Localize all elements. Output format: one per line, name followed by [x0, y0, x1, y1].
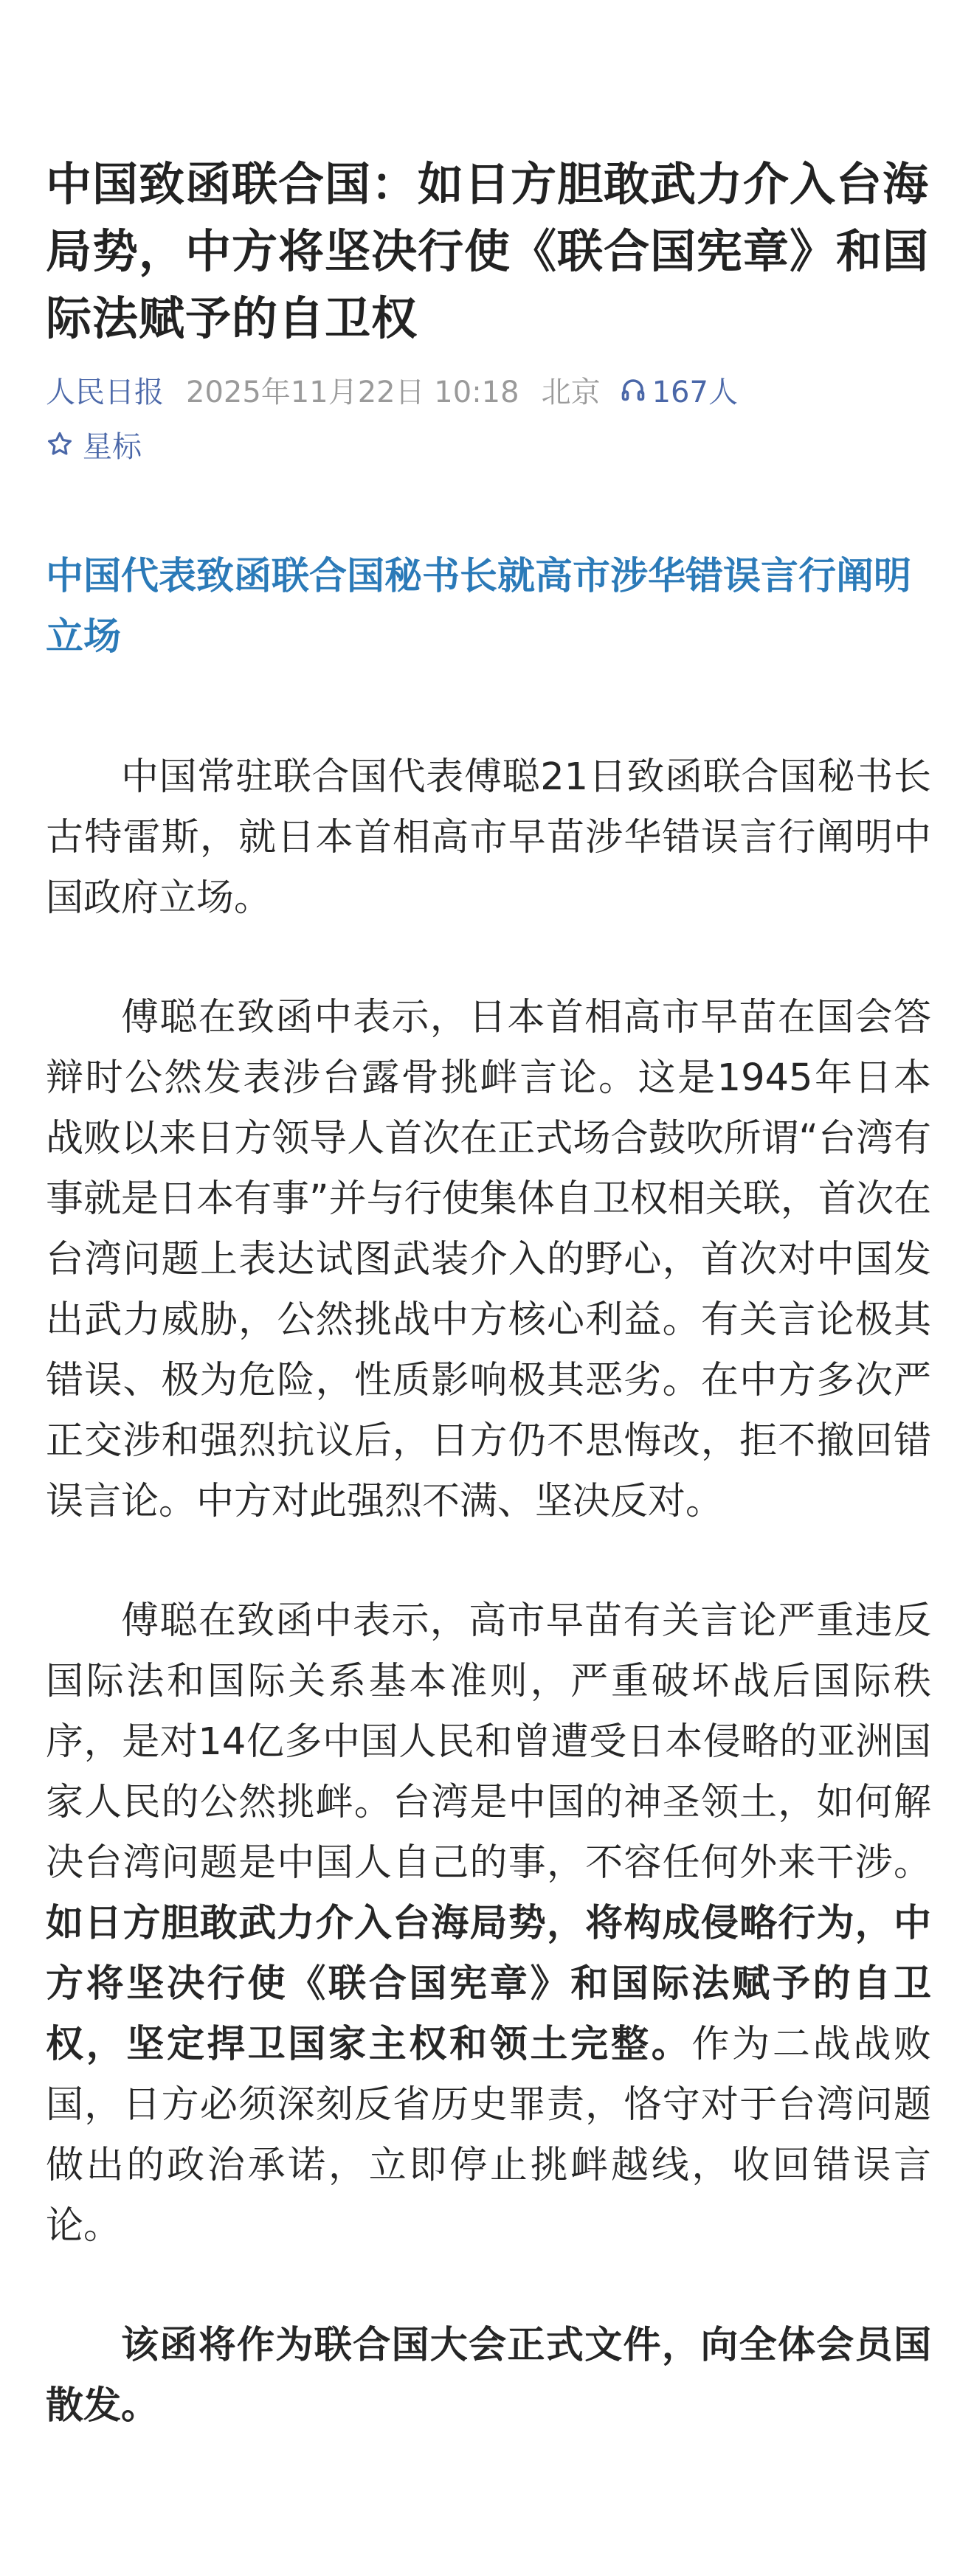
article: [46, 0, 931, 2437]
article-meta: [46, 364, 931, 415]
paragraph-1: 中国常驻联合国代表傅聪21日致函联合国秘书长古特雷斯，就日本首相高市早苗涉华错误言行阐明中国政府立场。: [46, 755, 931, 920]
paragraph-4-bold: 该函将作为联合国大会正式文件，向全体会员国散发。: [46, 2324, 931, 2428]
listen-button[interactable]: [620, 369, 738, 411]
publish-location: 北京: [541, 375, 601, 409]
source-account-link[interactable]: 人民日报: [46, 375, 164, 409]
paragraph-3: [46, 1591, 931, 2257]
paragraph-3-text-c: 作为二战战败国，日方必须深刻反省历史罪责，恪守对于台湾问题做出的政治承诺，立即停止挑衅越线，收回错误言论。: [46, 2023, 931, 2248]
paragraph-3-bold-statement: 如日方胆敢武力介入台海局势，将构成侵略行为，中方将坚决行使《联合国宪章》和国际法赋予的自卫权，坚定捍卫国家主权和领土完整。: [46, 1902, 931, 2066]
paragraph-3-text-a: 傅聪在致函中表示，高市早苗有关言论严重违反国际法和国际关系基本准则，严重破坏战后国际秩序，是对14亿多中国人民和曾遭受日本侵略的亚洲国家人民的公然挑衅。台湾是中国的神圣领土，如何解决台湾问题是中国人自己的事，不容任何外来干涉。: [46, 1599, 931, 1885]
star-outline-icon: [46, 430, 74, 458]
listen-count: 167人: [652, 375, 738, 409]
article-title: 中国致函联合国：如日方胆敢武力介入台海局势，中方将坚决行使《联合国宪章》和国际法赋予的自卫权: [46, 157, 930, 345]
star-label: 星标: [83, 429, 142, 464]
paragraph-2: 傅聪在致函中表示，日本首相高市早苗在国会答辩时公然发表涉台露骨挑衅言论。这是1945年日本战败以来日方领导人首次在正式场合鼓吹所谓“台湾有事就是日本有事”并与行使集体自卫权相关联，首次在台湾问题上表达试图武装介入的野心，首次对中国发出武力威胁，公然挑战中方核心利益。有关言论极其错误、极为危险，性质影响极其恶劣。在中方多次严正交涉和强烈抗议后，日方仍不思悔改，拒不撤回错误言论。中方对此强烈不满、坚决反对。: [46, 996, 931, 1523]
star-button[interactable]: [46, 415, 931, 473]
article-subheading: 中国代表致函联合国秘书长就高市涉华错误言行阐明立场: [46, 555, 912, 659]
headphones-icon: [620, 376, 646, 403]
publish-datetime: 2025年11月22日 10:18: [186, 375, 519, 409]
